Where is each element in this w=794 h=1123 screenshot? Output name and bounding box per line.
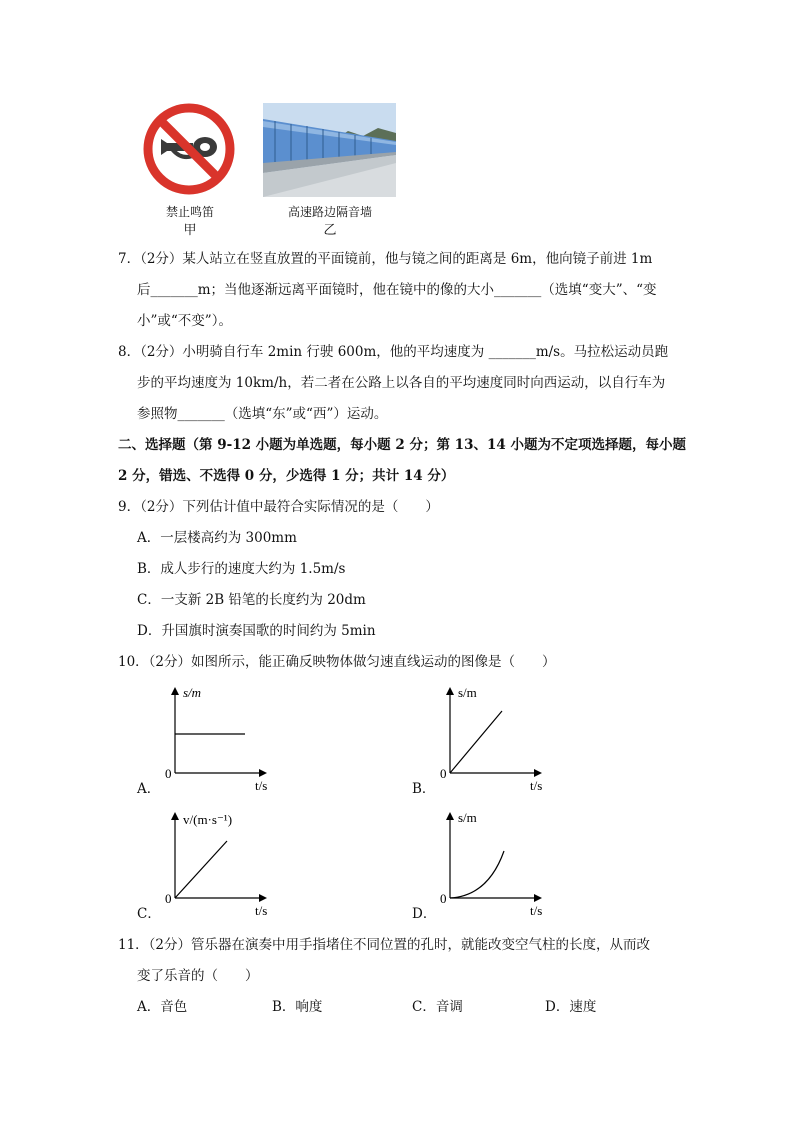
section2-heading-line2: 2 分，错选、不选得 0 分，少选得 1 分；共计 14 分）: [118, 468, 455, 484]
figure-caption-right: 高速路边隔音墙: [287, 205, 372, 219]
q10-graph-b: [430, 683, 555, 795]
q10-option-d-letter: D．: [412, 906, 437, 922]
no-horn-sign: [143, 103, 235, 195]
highway-noise-wall-photo: [263, 103, 396, 197]
q9-option-a: A．一层楼高约为 300mm: [137, 530, 297, 546]
q10-stem: 10．（2分）如图所示，能正确反映物体做匀速直线运动的图像是（ ）: [118, 654, 556, 670]
q10-graph-d-ylabel: s/m: [458, 810, 477, 825]
q7-line3: 小”或“不变”）。: [137, 313, 232, 329]
q11-option-c: C．音调: [412, 999, 463, 1015]
q11-line2: 变了乐音的（ ）: [137, 968, 259, 984]
q10-option-b-letter: B．: [412, 781, 436, 797]
q10-option-c-letter: C．: [137, 906, 161, 922]
q11-option-a: A．音色: [137, 999, 188, 1015]
q7-line1: 7．（2分）某人站立在竖直放置的平面镜前，他与镜之间的距离是 6m，他向镜子前进 1m: [118, 251, 653, 267]
figure-label-yi: 乙: [323, 223, 337, 238]
q8-line2: 步的平均速度为 10km/h，若二者在公路上以各自的平均速度同时向西运动，以自行车为: [137, 375, 666, 391]
q10-graph-b-ylabel: s/m: [458, 685, 477, 700]
q9-option-d: D．升国旗时演奏国歌的时间约为 5min: [137, 623, 376, 639]
q10-graph-c-ylabel: v/(m·s⁻¹): [183, 812, 233, 827]
figure-caption-left: 禁止鸣笛: [165, 205, 214, 219]
q11-line1: 11．（2分）管乐器在演奏中用手指堵住不同位置的孔时，就能改变空气柱的长度，从而改: [118, 937, 651, 953]
q11-option-b: B．响度: [272, 999, 323, 1015]
q10-graph-c-origin: 0: [165, 891, 172, 906]
q8-line3: 参照物_______（选填“东”或“西”）运动。: [137, 406, 388, 422]
q10-graph-b-origin: 0: [440, 766, 447, 781]
q11-option-d: D．速度: [545, 999, 597, 1015]
q10-graph-d-xlabel: t/s: [530, 903, 543, 918]
figure-label-jia: 甲: [183, 223, 197, 238]
q9-stem: 9．（2分）下列估计值中最符合实际情况的是（ ）: [118, 499, 439, 515]
q8-line1: 8．（2分）小明骑自行车 2min 行驶 600m，他的平均速度为 _______m/s。马拉松运动员跑: [118, 344, 669, 360]
q10-graph-c-xlabel: t/s: [255, 903, 268, 918]
q9-option-b: B．成人步行的速度大约为 1.5m/s: [137, 561, 346, 577]
q10-graph-a-xlabel: t/s: [255, 778, 268, 793]
q10-graph-a: [155, 683, 280, 795]
q10-graph-c: [155, 808, 285, 920]
q10-graph-b-xlabel: t/s: [530, 778, 543, 793]
q10-graph-a-origin: 0: [165, 766, 172, 781]
section2-heading-line1: 二、选择题（第 9-12 小题为单选题，每小题 2 分；第 13、14 小题为不定项选择题，每小题: [118, 437, 686, 453]
q10-graph-d: [430, 808, 555, 920]
q10-graph-d-origin: 0: [440, 891, 447, 906]
q10-option-a-letter: A．: [137, 781, 161, 797]
q9-option-c: C．一支新 2B 铅笔的长度约为 20dm: [137, 592, 366, 608]
q7-line2: 后_______m；当他逐渐远离平面镜时，他在镜中的像的大小_______（选填“变大”、“变: [137, 282, 657, 298]
q10-graph-a-ylabel: s/m: [183, 685, 202, 700]
